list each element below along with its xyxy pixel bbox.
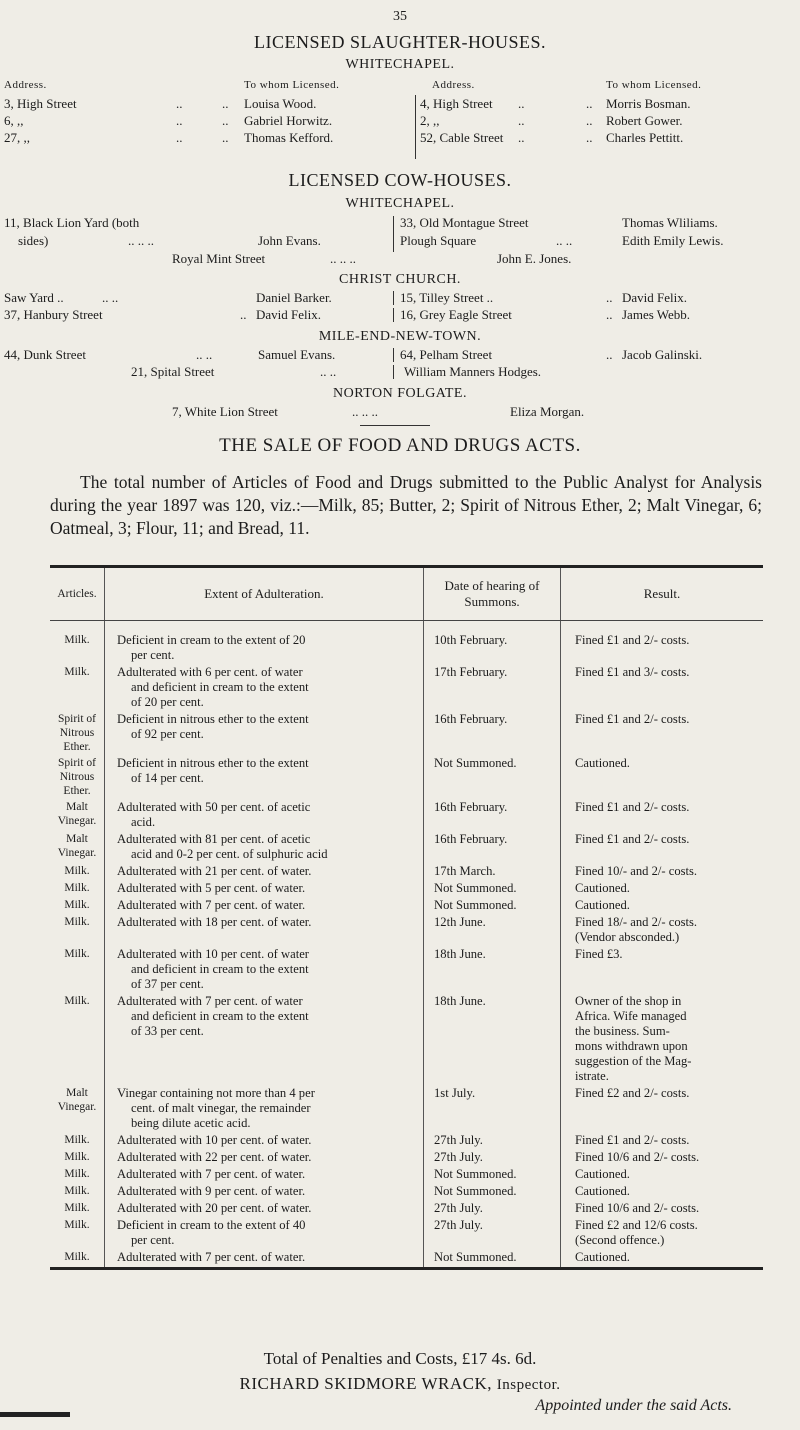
header-licensed-right: To whom Licensed. — [606, 79, 702, 91]
cow-district-whitechapel: WHITECHAPEL. — [345, 196, 455, 211]
result-line: istrate. — [575, 1069, 609, 1083]
extent-cell — [105, 994, 424, 1086]
result-line: suggestion of the Mag- — [575, 1054, 692, 1068]
result-line: Cautioned. — [575, 756, 630, 770]
cowhouse-licensee: Edith Emily Lewis. — [622, 233, 724, 248]
cowhouse-licensee: Daniel Barker. — [256, 290, 332, 305]
column-divider — [415, 95, 416, 159]
result-line: Cautioned. — [575, 1184, 630, 1198]
extent-line: of 37 per cent. — [131, 977, 204, 991]
cowhouse-address: 11, Black Lion Yard (both — [4, 215, 140, 230]
result-line: Fined £2 and 12/6 costs. — [575, 1218, 698, 1232]
article-cell: Milk. — [64, 882, 90, 894]
cowhouse-licensee: Eliza Morgan. — [510, 404, 585, 419]
extent-line: per cent. — [131, 1233, 175, 1247]
result-cell — [561, 832, 764, 864]
extent-cell — [105, 1250, 424, 1269]
result-line: Fined 18/- and 2/- costs. — [575, 915, 698, 929]
table-row — [50, 1184, 763, 1201]
date-cell: 16th February. — [424, 712, 561, 756]
result-line: Fined 10/6 and 2/- costs. — [575, 1150, 700, 1164]
extent-line: Adulterated with 81 per cent. of acetic — [117, 832, 311, 846]
article-cell: Milk. — [64, 1185, 90, 1197]
result-line: Fined £3. — [575, 947, 623, 961]
extent-cell — [105, 1133, 424, 1150]
result-line: Owner of the shop in — [575, 994, 682, 1008]
extent-cell — [105, 1184, 424, 1201]
extent-line: per cent. — [131, 648, 175, 662]
extent-cell — [105, 800, 424, 832]
extent-line: Adulterated with 7 per cent. of water — [117, 994, 303, 1008]
extent-cell — [105, 915, 424, 947]
cowhouse-address: Royal Mint Street — [172, 251, 266, 266]
extent-line: acid. — [131, 815, 156, 829]
slaughterhouses-title: LICENSED SLAUGHTER-HOUSES. — [254, 32, 546, 52]
extent-line: Adulterated with 6 per cent. of water — [117, 665, 303, 679]
extent-cell — [105, 1218, 424, 1250]
cowhouse-address: Plough Square — [400, 233, 477, 248]
cowhouse-licensee: Thomas Wliliams. — [622, 215, 718, 230]
extent-cell — [105, 712, 424, 756]
date-cell: Not Summoned. — [424, 1167, 561, 1184]
result-line: the business. Sum- — [575, 1024, 670, 1038]
cowhouse-address: sides) — [18, 233, 49, 248]
result-line: (Vendor absconded.) — [575, 930, 680, 944]
article-cell: Milk. — [64, 1168, 90, 1180]
cowhouse-address: 33, Old Montague Street — [400, 215, 529, 230]
extent-line: Vinegar containing not more than 4 per — [117, 1086, 315, 1100]
result-cell — [561, 1086, 764, 1133]
article-cell: Malt Vinegar. — [57, 801, 97, 827]
table-row — [50, 947, 763, 994]
result-cell — [561, 621, 764, 666]
inspector-signature — [0, 1374, 800, 1394]
extent-line: of 33 per cent. — [131, 1024, 204, 1038]
result-line: Fined £1 and 2/- costs. — [575, 712, 690, 726]
total-penalties: Total of Penalties and Costs, £17 4s. 6d. — [263, 1349, 537, 1368]
extent-cell — [105, 1086, 424, 1133]
extent-line: and deficient in cream to the extent — [131, 1009, 309, 1023]
extent-cell — [105, 1201, 424, 1218]
extent-line: Adulterated with 7 per cent. of water. — [117, 898, 306, 912]
adulteration-table — [50, 565, 763, 1270]
date-cell: 27th July. — [424, 1218, 561, 1250]
date-cell: Not Summoned. — [424, 898, 561, 915]
date-cell: 27th July. — [424, 1150, 561, 1167]
cowhouse-licensee: James Webb. — [622, 307, 691, 322]
extent-line: Adulterated with 50 per cent. of acetic — [117, 800, 311, 814]
acts-title: THE SALE OF FOOD AND DRUGS ACTS. — [219, 435, 581, 456]
extent-line: of 20 per cent. — [131, 695, 204, 709]
table-row — [50, 898, 763, 915]
result-cell — [561, 1150, 764, 1167]
extent-line: Adulterated with 5 per cent. of water. — [117, 881, 306, 895]
result-line: (Second offence.) — [575, 1233, 665, 1247]
date-cell: 12th June. — [424, 915, 561, 947]
cowhouse-licensee: Jacob Galinski. — [622, 347, 703, 362]
table-row — [50, 994, 763, 1086]
extent-cell — [105, 832, 424, 864]
table-row — [50, 1133, 763, 1150]
extent-cell — [105, 898, 424, 915]
extent-cell — [105, 864, 424, 881]
date-cell: Not Summoned. — [424, 756, 561, 800]
header-address-left: Address. — [4, 79, 47, 91]
result-cell — [561, 1184, 764, 1201]
extent-line: and deficient in cream to the extent — [131, 962, 309, 976]
header-licensed-left: To whom Licensed. — [244, 79, 340, 91]
table-row — [50, 915, 763, 947]
extent-cell — [105, 881, 424, 898]
article-cell: Milk. — [64, 1134, 90, 1146]
column-divider — [393, 291, 394, 305]
result-line: Fined £1 and 2/- costs. — [575, 1133, 690, 1147]
cowhouses-title: LICENSED COW-HOUSES. — [288, 170, 512, 190]
extent-line: of 92 per cent. — [131, 727, 204, 741]
result-line: Cautioned. — [575, 898, 630, 912]
inspector-title: Inspector. — [496, 1377, 561, 1393]
date-cell: 18th June. — [424, 947, 561, 994]
document-page: 35 LICENSED SLAUGHTER-HOUSES. WHITECHAPEL. Address. To whom Licensed. Address. To whom Licensed. 3, High Street .. .. Louisa Wood. 4, High Street .. .. Morris Bosman. 6, ,, .. .. Gabriel Horwitz. 2, ,, .. .. Robert Gower. 27, ,, .. .. Thomas Kefford. 52, Cable Street .. .. Charles Pettitt. LICENSED COW-HOUSES. WHITECHAPEL. 11, Black Lion Yard (both sides) .. .. .. John Evans. 33, Old Montague Street Thomas Wliliams. Plough Square .. .. Edith Emily Lewis. Royal Mint Street .. .. .. John E. Jones. CHRIST CHURCH. Saw Yard .. .. .. Daniel Barker. 15, Tilley Street .. .. David Felix. 37, Hanbury Street .. David Felix. 16, Grey Eagle Street .. James Webb. MILE-END-NEW-TOWN. 44, Dunk Street .. .. Samuel Evans. 64, Pelham Street .. Jacob Galinski. 21, Spital Street .. .. William Manners Hodges. NORTON FOLGATE. 7, White Lion Street .. .. .. Eliza Morgan. THE SALE OF FOOD AND DRUGS ACTS. The total number of Articles of Food and Drugs submitted to the Public Analyst for Analysis during the year 1897 was 120, viz.:—Milk, 85; Butter, 2; Spirit of Nitrous Ether, 2; Malt Vinegar, 6; Oatmeal, 3; Flour, 11; and Bread, 11. Articles. Extent of Adulteration. Date of hearing of Summons. Result. Milk. Deficient in cream to the extent of 20 per cent. 10th February. Fined £1 and 2/- costs. Milk. Adulterated with 6 per cent. of water and deficient in cream to the extent of 20 per cent. 17th February. Fined £1 and 3/- costs. Spirit of Nitrous Ether. Deficient in nitrous ether to the extent of 92 per cent. 16th February. Fined £1 and 2/- costs. Spirit of Nitrous Ether. Deficient in nitrous ether to the extent of 14 per cent. Not Summoned. Cautioned. Malt Vinegar. Adulterated with 50 per cent. of acetic acid. 16th February. Fined £1 and 2/- costs. Malt Vinegar. Adulterated with 81 per cent. of acetic acid and 0-2 per cent. of sulphuric acid 16th February. Fined £1 and 2/- costs. Milk. Adulterated with 21 per cent. of water. 17th March. Fined 10/- and 2/- costs. Milk. Adulterated with 5 per cent. of water. Not Summoned. Cautioned. Milk. Adulterated with 7 per cent. of water. Not Summoned. Cautioned. Milk. Adulterated with 18 per cent. of water. 12th June. Fined 18/- and 2/- costs. (Vendor absconded.) Milk. Adulterated with 10 per cent. of water and deficient in cream to the extent of 37 per cent. 18th June. Fined £3. Milk. Adulterated with 7 per cent. of water and deficient in cream to the extent of 33 per cent. 18th June. Owner of the shop in Africa. Wife managed the business. Sum- mons withdrawn upon suggestion of the Mag- istrate. Malt Vinegar. Vinegar containing not more than 4 per cent. of malt vinegar, the remainder being dilute acetic acid. 1st July. Fined £2 and 2/- costs. Milk. Adulterated with 10 per cent. of water. 27th July. Fined £1 and 2/- costs. Milk. Adulterated with 22 per cent. of water. 27th July. Fined 10/6 and 2/- costs. Milk. Adulterated with 7 per cent. of water. Not Summoned. Cautioned. Milk. Adulterated with 9 per cent. of water. Not Summoned. Cautioned. Milk. Adulterated with 20 per cent. of water. 27th July. Fined 10/6 and 2/- costs. Milk. Deficient in cream to the extent of 40 per cent. 27th July. Fined £2 and 12/6 costs. (Second offence.) Milk. Adulterated with 7 per cent. of water. Not Summoned. Cautioned. Total of Penalties and Costs, £17 4s. 6d. RICHARD SKIDMORE WRACK, Inspector. Appointed under the said Acts. — [0, 0, 800, 1430]
extent-cell — [105, 1167, 424, 1184]
result-cell — [561, 665, 764, 712]
table-row — [50, 881, 763, 898]
column-header-date: Date of hearing of Summons. — [424, 567, 561, 621]
page-number: 35 — [393, 9, 407, 24]
slaughter-district-whitechapel: WHITECHAPEL. — [345, 57, 455, 72]
article-cell: Spirit of Nitrous Ether. — [57, 713, 96, 753]
result-line: Cautioned. — [575, 1250, 630, 1264]
acts-paragraph: The total number of Articles of Food and Drugs submitted to the Public Analyst for Analysis during the year 1897 was 120, viz.:—Milk, 85; Butter, 2; Spirit of Nitrous Ether, 2; Malt Vinegar, 6; Oatmeal, 3; Flour, 11; and Bread, 11. — [50, 472, 762, 538]
extent-line: Deficient in nitrous ether to the extent — [117, 756, 309, 770]
result-line: Fined £2 and 2/- costs. — [575, 1086, 690, 1100]
table-row — [50, 832, 763, 864]
table-row — [50, 1150, 763, 1167]
column-header-extent: Extent of Adulteration. — [105, 567, 424, 621]
article-cell: Milk. — [64, 1219, 90, 1231]
result-line: Cautioned. — [575, 881, 630, 895]
article-cell: Milk. — [64, 1151, 90, 1163]
result-line: Fined 10/- and 2/- costs. — [575, 864, 698, 878]
cowhouse-licensee: David Felix. — [256, 307, 321, 322]
result-line: Fined £1 and 3/- costs. — [575, 665, 690, 679]
result-cell — [561, 1250, 764, 1269]
article-cell: Milk. — [64, 995, 90, 1007]
date-cell: 27th July. — [424, 1201, 561, 1218]
article-cell: Milk. — [64, 634, 90, 646]
result-cell — [561, 898, 764, 915]
table-row — [50, 1250, 763, 1269]
extent-cell — [105, 665, 424, 712]
table-header-row — [50, 567, 763, 621]
cowhouse-licensee: John E. Jones. — [497, 251, 572, 266]
section-rule — [360, 425, 430, 426]
inspector-name: RICHARD SKIDMORE WRACK, — [239, 1374, 493, 1393]
table-row — [50, 756, 763, 800]
cowhouse-licensee: John Evans. — [258, 233, 321, 248]
date-cell: 17th February. — [424, 665, 561, 712]
table-row — [50, 1201, 763, 1218]
date-cell: Not Summoned. — [424, 1250, 561, 1269]
table-row — [50, 1167, 763, 1184]
result-cell — [561, 800, 764, 832]
extent-line: Adulterated with 9 per cent. of water. — [117, 1184, 306, 1198]
table-row — [50, 621, 763, 666]
table-row — [50, 1086, 763, 1133]
extent-line: Adulterated with 18 per cent. of water. — [117, 915, 312, 929]
article-cell: Milk. — [64, 1202, 90, 1214]
date-cell: 16th February. — [424, 800, 561, 832]
extent-line: Adulterated with 7 per cent. of water. — [117, 1250, 306, 1264]
extent-line: Adulterated with 20 per cent. of water. — [117, 1201, 312, 1215]
extent-cell — [105, 1150, 424, 1167]
result-cell — [561, 712, 764, 756]
article-cell: Spirit of Nitrous Ether. — [57, 757, 96, 797]
date-cell: 18th June. — [424, 994, 561, 1086]
article-cell: Milk. — [64, 666, 90, 678]
result-cell — [561, 947, 764, 994]
date-cell: 17th March. — [424, 864, 561, 881]
article-cell: Milk. — [64, 948, 90, 960]
result-cell — [561, 994, 764, 1086]
extent-line: Adulterated with 22 per cent. of water. — [117, 1150, 312, 1164]
result-line: Cautioned. — [575, 1167, 630, 1181]
result-cell — [561, 881, 764, 898]
result-line: Fined £1 and 2/- costs. — [575, 633, 690, 647]
article-cell: Milk. — [64, 865, 90, 877]
result-cell — [561, 1201, 764, 1218]
column-header-articles: Articles. — [50, 567, 105, 621]
page-edge-mark — [0, 1412, 70, 1417]
column-divider — [393, 365, 394, 379]
extent-line: acid and 0-2 per cent. of sulphuric acid — [131, 847, 328, 861]
extent-line: being dilute acetic acid. — [131, 1116, 251, 1130]
result-cell — [561, 756, 764, 800]
result-line: Africa. Wife managed — [575, 1009, 687, 1023]
result-line: Fined £1 and 2/- costs. — [575, 800, 690, 814]
date-cell: 10th February. — [424, 621, 561, 666]
table-row — [50, 864, 763, 881]
table-row — [50, 800, 763, 832]
result-cell — [561, 864, 764, 881]
table-row — [50, 665, 763, 712]
extent-line: Adulterated with 10 per cent. of water. — [117, 1133, 312, 1147]
article-cell: Milk. — [64, 916, 90, 928]
article-cell: Malt Vinegar. — [57, 833, 97, 859]
table-row — [50, 1218, 763, 1250]
extent-line: cent. of malt vinegar, the remainder — [131, 1101, 311, 1115]
cowhouse-licensee: William Manners Hodges. — [404, 364, 542, 379]
result-line: Fined 10/6 and 2/- costs. — [575, 1201, 700, 1215]
column-divider — [393, 216, 394, 252]
result-line: Fined £1 and 2/- costs. — [575, 832, 690, 846]
header-address-right: Address. — [432, 79, 475, 91]
cowhouse-licensee: David Felix. — [622, 290, 687, 305]
cow-district-norton-folgate: NORTON FOLGATE. — [333, 386, 467, 401]
extent-line: Adulterated with 10 per cent. of water — [117, 947, 309, 961]
column-divider — [393, 348, 394, 362]
extent-cell — [105, 621, 424, 666]
extent-line: Deficient in cream to the extent of 40 — [117, 1218, 306, 1232]
column-header-result: Result. — [561, 567, 764, 621]
extent-line: Deficient in cream to the extent of 20 — [117, 633, 306, 647]
result-cell — [561, 1133, 764, 1150]
extent-line: of 14 per cent. — [131, 771, 204, 785]
cow-district-christ-church: CHRIST CHURCH. — [339, 272, 461, 287]
extent-cell — [105, 756, 424, 800]
extent-line: and deficient in cream to the extent — [131, 680, 309, 694]
extent-line: Adulterated with 21 per cent. of water. — [117, 864, 312, 878]
date-cell: 27th July. — [424, 1133, 561, 1150]
date-cell: Not Summoned. — [424, 881, 561, 898]
article-cell: Milk. — [64, 1251, 90, 1263]
column-divider — [393, 308, 394, 322]
date-cell: 1st July. — [424, 1086, 561, 1133]
appointment-note: Appointed under the said Acts. — [535, 1397, 732, 1414]
result-cell — [561, 915, 764, 947]
extent-line: Adulterated with 7 per cent. of water. — [117, 1167, 306, 1181]
article-cell: Malt Vinegar. — [57, 1087, 97, 1113]
result-cell — [561, 1167, 764, 1184]
date-cell: 16th February. — [424, 832, 561, 864]
result-cell — [561, 1218, 764, 1250]
extent-line: Deficient in nitrous ether to the extent — [117, 712, 309, 726]
table-row — [50, 712, 763, 756]
cow-district-mile-end: MILE-END-NEW-TOWN. — [318, 329, 482, 344]
date-cell: Not Summoned. — [424, 1184, 561, 1201]
cowhouse-licensee: Samuel Evans. — [258, 347, 336, 362]
cowhouse-address: 7, White Lion Street — [172, 404, 278, 419]
result-line: mons withdrawn upon — [575, 1039, 688, 1053]
extent-cell — [105, 947, 424, 994]
article-cell: Milk. — [64, 899, 90, 911]
